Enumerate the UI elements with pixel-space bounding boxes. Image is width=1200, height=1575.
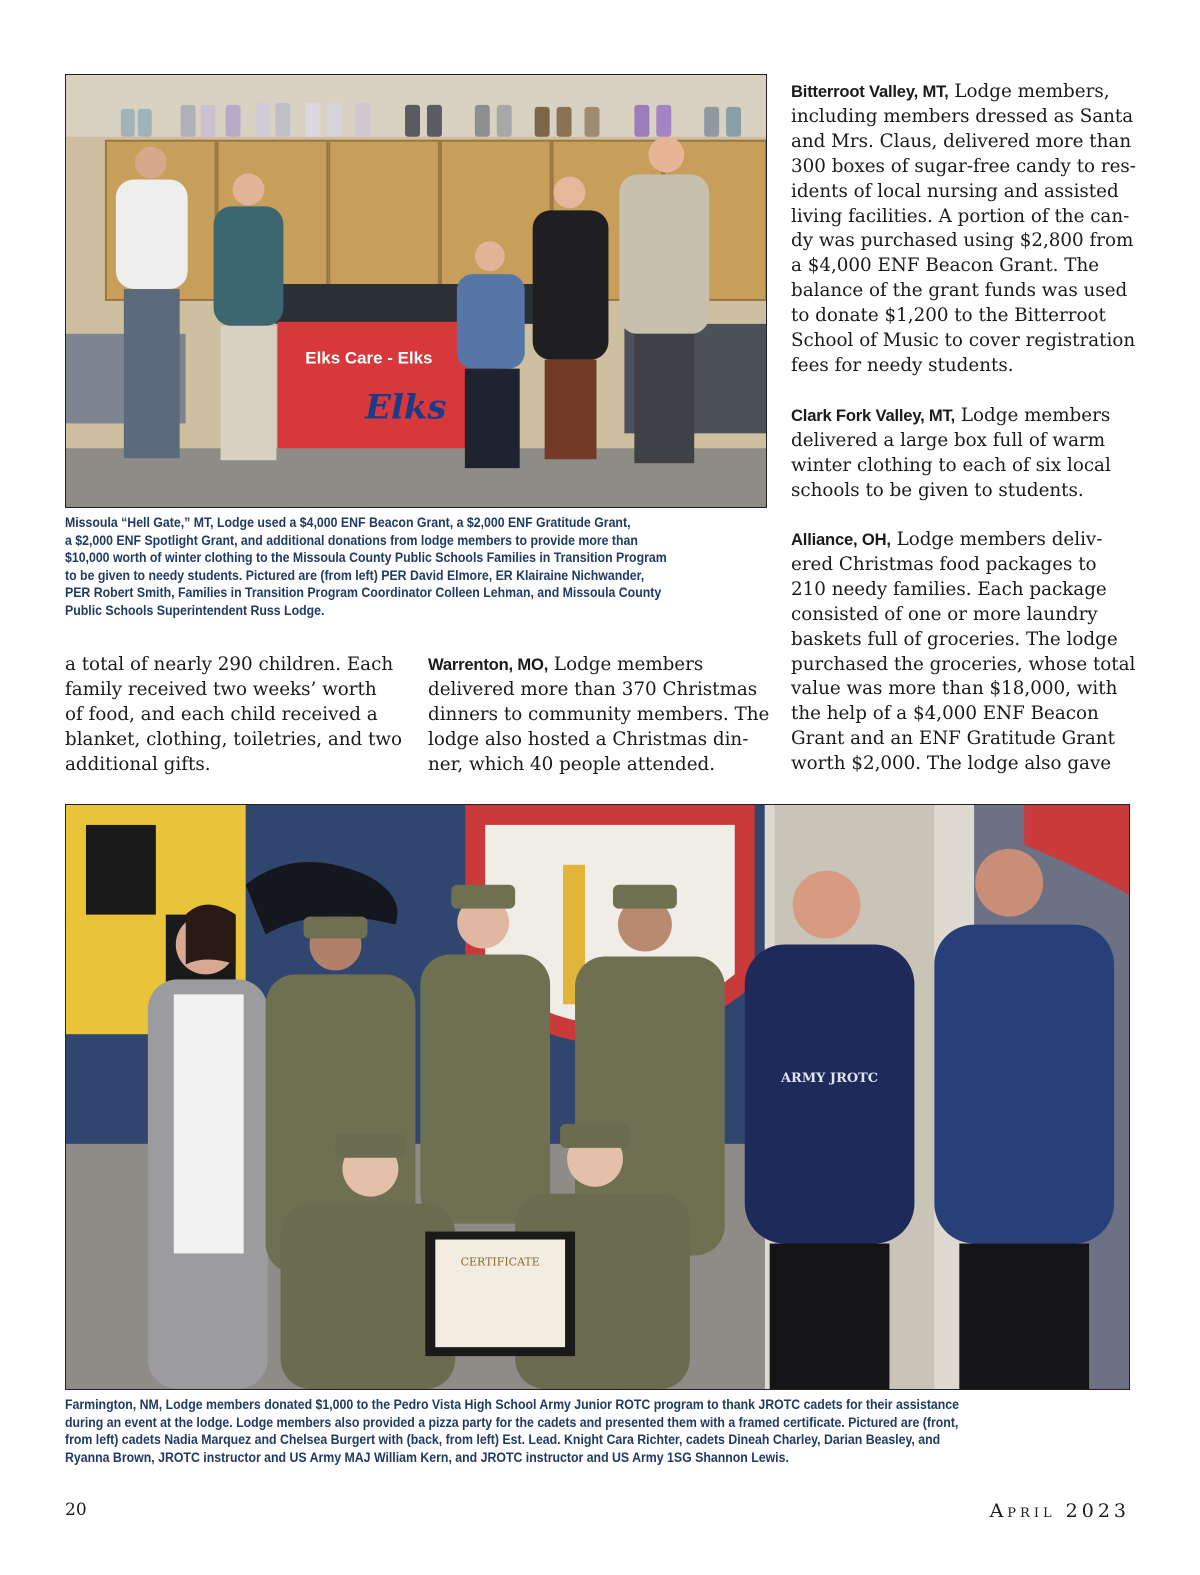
- article-line: purchased the groceries, whose total: [791, 653, 1136, 675]
- article-line: additional gifts.: [65, 753, 211, 775]
- article-alliance: [791, 528, 1136, 777]
- top-photo-illustration: [66, 75, 766, 507]
- bottom-photo-illustration: [66, 805, 1129, 1389]
- article-line: schools to be given to students.: [791, 479, 1084, 501]
- hoodie-text: ARMY JROTC: [781, 1071, 879, 1087]
- article-line: balance of the grant funds was used: [791, 280, 1128, 302]
- top-photo: [65, 74, 767, 508]
- caption-place-farmington: Farmington, NM,: [65, 1397, 163, 1412]
- article-line: a $4,000 ENF Beacon Grant. The: [791, 255, 1100, 277]
- banner-text: Elks Care - Elks: [305, 348, 433, 368]
- article-line: dy was purchased using $2,800 from: [791, 230, 1134, 252]
- article-line: a total of nearly 290 children. Each: [65, 654, 394, 675]
- article-line: dinners to community members. The: [428, 703, 770, 725]
- article-continued-text: [65, 653, 405, 778]
- article-line: value was more than $18,000, with: [791, 678, 1118, 700]
- article-line: the help of a $4,000 ENF Beacon: [791, 703, 1099, 725]
- article-line: winter clothing to each of six local: [791, 454, 1111, 476]
- article-line: delivered more than 370 Christmas: [428, 678, 758, 700]
- article-line: Lodge members: [955, 405, 1111, 426]
- article-clark-fork: [791, 404, 1136, 504]
- article-line: and Mrs. Claus, delivered more than: [791, 130, 1132, 152]
- top-photo-caption: [65, 514, 764, 620]
- article-line: Lodge members,: [948, 81, 1110, 102]
- article-line: fees for needy students.: [791, 354, 1014, 376]
- certificate-title: CERTIFICATE: [460, 1255, 540, 1269]
- article-line: ner, which 40 people attended.: [428, 753, 716, 775]
- place-alliance: Alliance, OH,: [791, 530, 891, 549]
- article-line: ered Christmas food packages to: [791, 553, 1097, 575]
- caption-line: $10,000 worth of winter clothing to the Missoula County Public Schools Families in Transition Program: [65, 550, 667, 566]
- place-warrenton: Warrenton, MO,: [428, 655, 549, 674]
- issue-date: April 2023: [989, 1500, 1130, 1522]
- caption-line: during an event at the lodge. Lodge members also provided a pizza party for the cadets and presented them with a framed certificate. Pictured are (front,: [65, 1414, 959, 1430]
- article-line: blanket, clothing, toiletries, and two: [65, 728, 403, 750]
- place-bitterroot: Bitterroot Valley, MT,: [791, 82, 949, 101]
- article-bitterroot: [791, 80, 1136, 379]
- caption-line: from left) cadets Nadia Marquez and Chelsea Burgert with (back, from left) Est. Lead. Knight Cara Richter, cadets Dineah Charley, Darian Beasley, and: [65, 1432, 941, 1448]
- bottom-photo-caption: [65, 1396, 1123, 1466]
- article-line: lodge also hosted a Christmas din-: [428, 728, 749, 750]
- article-line: Lodge members deliv-: [890, 529, 1103, 550]
- article-line: including members dressed as Santa: [791, 105, 1134, 127]
- article-line: family received two weeks’ worth: [65, 678, 377, 700]
- caption-line: Lodge used a $4,000 ENF Beacon Grant, a $2,000 ENF Gratitude Grant,: [213, 515, 631, 530]
- article-warrenton: [428, 653, 768, 778]
- bottom-photo: [65, 804, 1130, 1390]
- article-line: Grant and an ENF Gratitude Grant: [791, 728, 1115, 750]
- caption-line: Ryanna Brown, JROTC instructor and US Army MAJ William Kern, and JROTC instructor and US Army 1SG Shannon Lewis.: [65, 1449, 789, 1465]
- article-line: baskets full of groceries. The lodge: [791, 628, 1118, 650]
- article-line: idents of local nursing and assisted: [791, 180, 1119, 202]
- article-line: School of Music to cover registration: [791, 330, 1136, 352]
- article-line: delivered a large box full of warm: [791, 429, 1106, 451]
- banner-logo: Elks: [365, 386, 447, 427]
- place-clark-fork: Clark Fork Valley, MT,: [791, 406, 956, 425]
- article-line: 210 needy families. Each package: [791, 578, 1107, 600]
- article-line: Lodge members: [548, 654, 704, 675]
- caption-line: to be given to needy students. Pictured are (from left) PER David Elmore, ER Klairaine Nichwander,: [65, 567, 645, 583]
- caption-line: Public Schools Superintendent Russ Lodge.: [65, 602, 325, 618]
- caption-line: PER Robert Smith, Families in Transition Program Coordinator Colleen Lehman, and Missoula County: [65, 585, 662, 601]
- article-line: to donate $1,200 to the Bitterroot: [791, 305, 1106, 327]
- article-line: consisted of one or more laundry: [791, 603, 1098, 625]
- page-number: 20: [65, 1500, 87, 1520]
- article-line: of food, and each child received a: [65, 703, 378, 725]
- article-line: living facilities. A portion of the can-: [791, 205, 1130, 227]
- caption-place-missoula: Missoula “Hell Gate,” MT,: [65, 515, 214, 530]
- caption-line: Lodge members donated $1,000 to the Pedro Vista High School Army Junior ROTC program to thank JROTC cadets for their assistance: [162, 1397, 960, 1412]
- caption-line: a $2,000 ENF Spotlight Grant, and additional donations from lodge members to provide more than: [65, 532, 638, 548]
- article-line: worth $2,000. The lodge also gave: [791, 753, 1112, 775]
- article-line: 300 boxes of sugar-free candy to res-: [791, 155, 1136, 177]
